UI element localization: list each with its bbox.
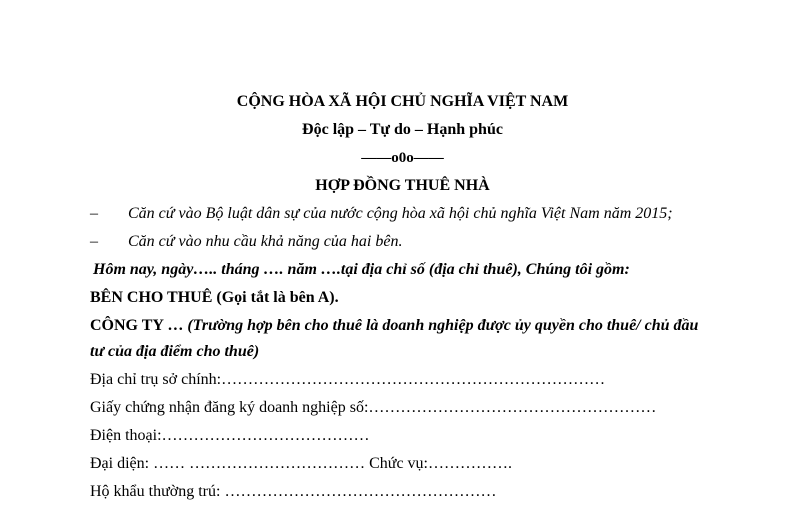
field-permanent-residence: Hộ khẩu thường trú: …………………………………………… xyxy=(90,483,497,500)
company-note-continued: tư của địa điểm cho thuê) xyxy=(90,343,260,360)
intro-paragraph: Hôm nay, ngày….. tháng …. năm ….tại địa chỉ số (địa chỉ thuê), Chúng tôi gồm: xyxy=(93,261,630,278)
company-note: (Trường hợp bên cho thuê là doanh nghiệp được ủy quyền cho thuê/ chủ đầu xyxy=(187,317,699,334)
list-item: Căn cứ vào nhu cầu khả năng của hai bên. xyxy=(128,233,403,250)
field-head-office: Địa chỉ trụ sở chính:……………………………………………………………… xyxy=(90,371,606,388)
separator: ——o0o—— xyxy=(361,150,444,166)
list-bullet: – xyxy=(90,233,98,250)
contract-title: HỢP ĐỒNG THUÊ NHÀ xyxy=(315,177,490,194)
company-label: CÔNG TY … xyxy=(90,317,188,334)
country-heading: CỘNG HÒA XÃ HỘI CHỦ NGHĨA VIỆT NAM xyxy=(236,93,569,110)
company-line xyxy=(90,316,698,336)
list-item: Căn cứ vào Bộ luật dân sự của nước cộng hòa xã hội chủ nghĩa Việt Nam năm 2015; xyxy=(128,205,673,222)
field-phone: Điện thoại:………………………………… xyxy=(90,427,370,444)
field-representative: Đại diện: …… …………………………… Chức vụ:……………. xyxy=(90,455,512,472)
list-bullet: – xyxy=(90,205,98,222)
motto: Độc lập – Tự do – Hạnh phúc xyxy=(302,121,503,138)
party-a-heading: BÊN CHO THUÊ (Gọi tắt là bên A). xyxy=(90,289,339,306)
field-business-registration: Giấy chứng nhận đăng ký doanh nghiệp số:……………………………………………… xyxy=(90,399,657,416)
